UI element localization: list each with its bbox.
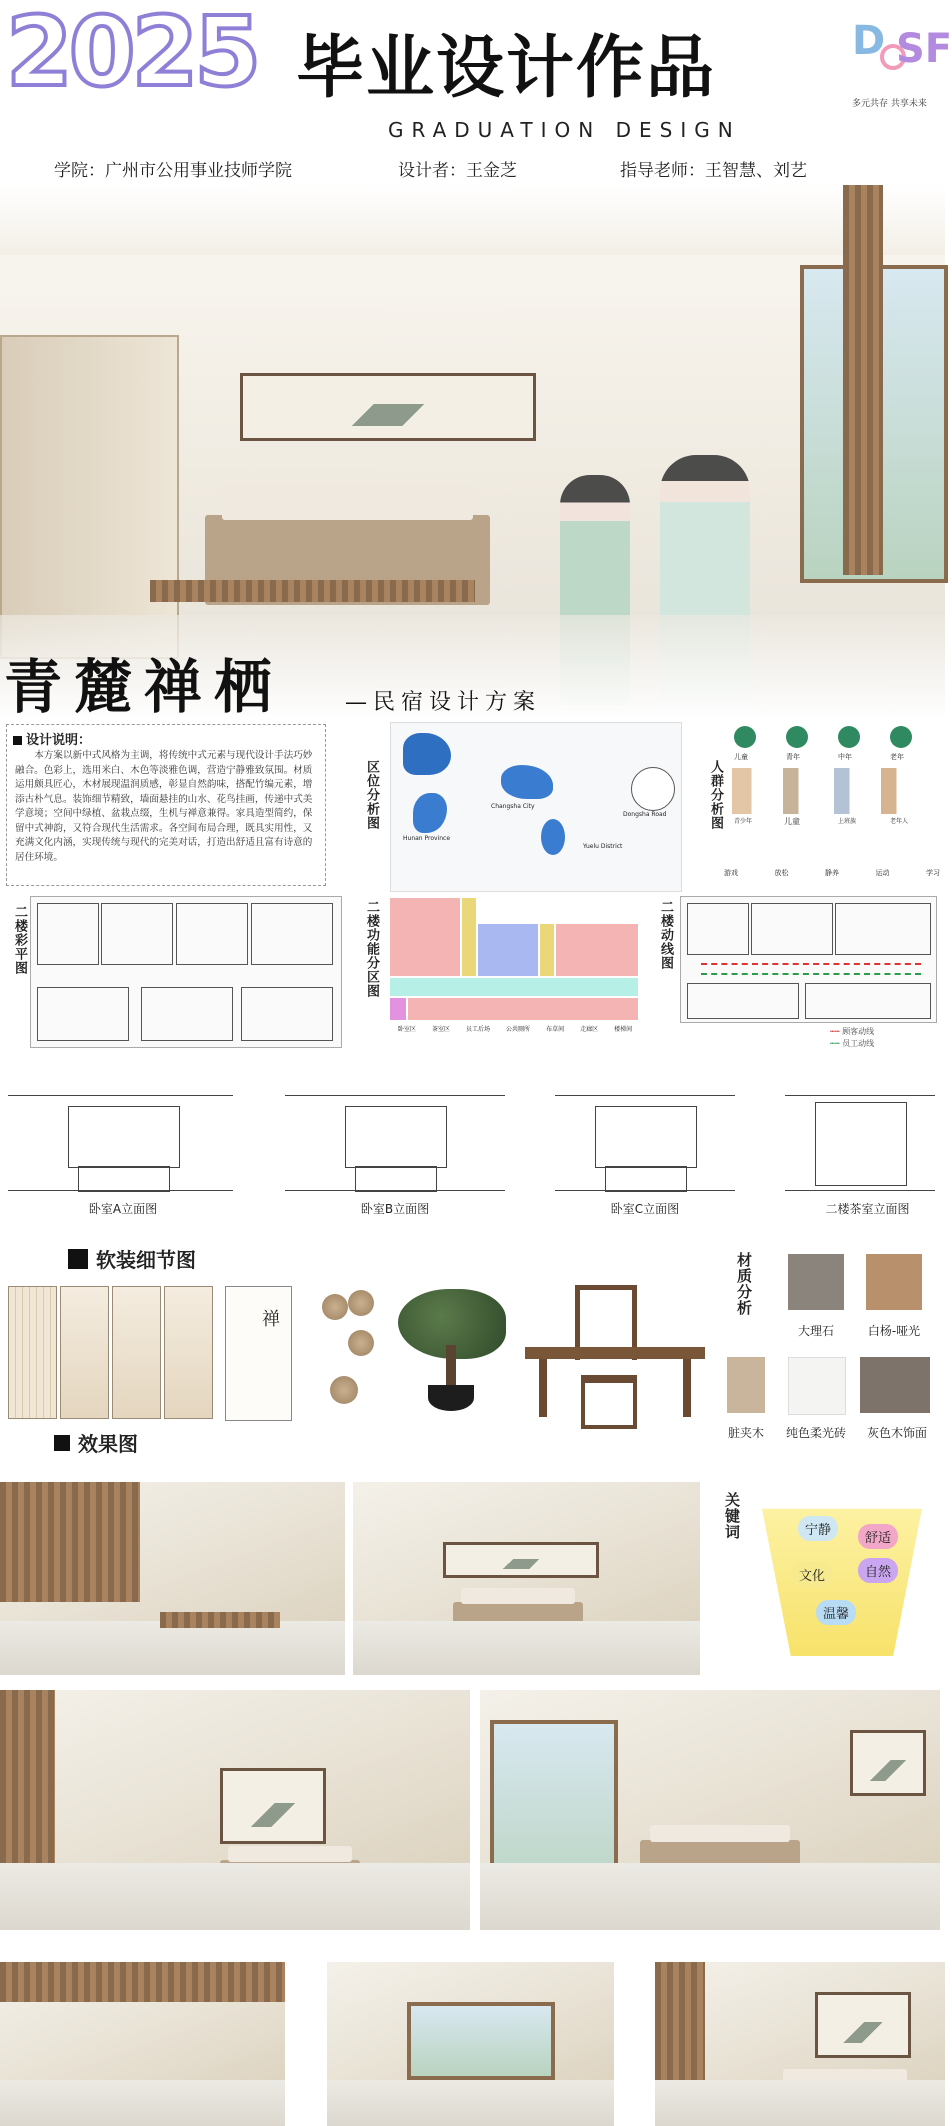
legend-staff: ┅┅ 员工动线 [830,1039,875,1048]
elevation-c-caption: 卧室C立面图 [610,1202,680,1216]
elevation-panel [815,1102,907,1186]
material-swatch-grey-wood [860,1357,930,1413]
designer-label: 设计者：王金芝 [398,161,517,181]
crowd-analysis-label: 人群分析图 [708,760,723,830]
description-heading-text: 设计说明： [26,733,92,748]
material-caption-marble: 大理石 [797,1324,834,1338]
material-swatch-poplar [866,1254,922,1310]
lotus-icon [348,1290,374,1316]
render-tea-room [0,1482,345,1675]
hero-wardrobe [0,335,179,659]
crowd-group-adult-icon [838,726,860,748]
keyword-bubble-5: 温馨 [816,1600,856,1625]
elevation-base [8,1190,233,1191]
hero-column [843,185,883,575]
zen-scroll-char: 禅 [262,1309,280,1330]
material-analysis-label: 材质分析 [735,1252,753,1316]
map-label-city: Changsha City [491,803,535,810]
map-region-3 [501,765,553,799]
elevation-a-caption: 卧室A立面图 [88,1202,158,1216]
floor-plan [30,896,342,1048]
zone-stair [462,898,476,976]
crowd-group-elder-icon [890,726,912,748]
location-map [390,722,682,892]
elevation-a [8,1095,233,1196]
zone-bedroom-2 [556,924,638,976]
staff-route-line [701,973,921,975]
material-caption-wood: 脏夹木 [727,1426,764,1440]
zoning-plan-label: 二楼功能分区图 [364,900,379,998]
crowd-caption-4: 老年人 [890,818,909,825]
crowd-caption-2: 儿童 [784,817,800,826]
crowd-people-figures [732,768,928,814]
crowd-group-label-1: 儿童 [734,753,748,761]
render-tea-table [160,1612,280,1628]
keyword-bubble-2: 舒适 [858,1524,898,1549]
elevation-bed [78,1166,170,1192]
credits-bar [0,150,945,182]
plan-room [805,983,931,1019]
desk-top [525,1347,705,1359]
crowd-analysis [724,722,940,890]
crowd-activities [724,868,940,878]
render-suite [327,1962,614,2126]
keyword-bubble-1: 宁静 [798,1516,838,1541]
material-caption-tile: 纯色柔光砖 [785,1426,846,1440]
logo-letters-sf: SF [896,26,952,72]
render-painting [220,1768,326,1844]
render-floor [0,1621,345,1675]
activity-2: 放松 [774,869,789,877]
render-painting [443,1542,599,1578]
keyword-bubble-4: 自然 [858,1558,898,1583]
elevation-panel [68,1106,180,1168]
description-body: 本方案以新中式风格为主调，将传统中式元素与现代设计手法巧妙融合。色彩上，选用米白、木色等淡雅色调，营造宁静雅致氛围。材质运用颇具匠心，木材展现温润质感，彰显自然韵味，搭配竹编元素，增添古朴气息。装饰细节精致，墙面悬挂的山水、花鸟挂画，传递中式美学意境；空间中绿植、盆栽点缀，生机与禅意兼得。家具造型简约，保留中式神韵，又符合现代生活需求。各空间布局合理，既具实用性，又充满文化内涵，实现传统与现代的完美对话，打造出舒适且富有诗意的居住环境。 [15,750,313,863]
plan-room [687,983,799,1019]
material-caption-poplar: 白杨-哑光 [867,1324,921,1338]
zone-linen [390,998,406,1020]
activity-3: 静养 [825,869,839,877]
render-painting [815,1992,911,2058]
material-swatch-wood [727,1357,765,1413]
legend-item: 员工后场 [466,1026,491,1033]
elevation-bed [355,1166,437,1192]
crowd-group-child-icon [734,726,756,748]
crowd-group-label-3: 中年 [838,753,852,761]
floor-plan-label: 二楼彩平图 [12,905,27,975]
legend-item: 楼梯间 [614,1026,633,1033]
zen-scroll [225,1286,292,1421]
plan-room [141,987,233,1041]
hero-render [0,185,945,721]
dcsf-logo [852,18,952,118]
legend-item: 卧室区 [398,1026,417,1033]
legend-staff-label: 员工动线 [842,1039,875,1048]
crowd-caption-3: 上班族 [838,818,857,825]
map-label-district: Yuelu District [583,843,623,850]
college-label: 学院：广州市公用事业技师学院 [54,161,292,181]
screen-panel [112,1286,161,1419]
render-bedroom-3 [480,1690,940,1930]
keywords-cup [762,1496,922,1656]
hero-bench [150,580,475,602]
crowd-group-label-2: 青年 [786,753,800,761]
circulation-plan [680,896,937,1023]
desk-leg [683,1359,691,1417]
logo-letter-d: D [852,18,886,64]
screen-panel [164,1286,213,1419]
zone-public [478,924,538,976]
location-analysis-label: 区位分析图 [364,760,379,830]
screen-panel [60,1286,109,1419]
render-painting [850,1730,926,1796]
render-lounge [0,1962,285,2126]
legend-customer-label: 顾客动线 [842,1027,875,1036]
render-window [407,2002,555,2080]
legend-item: 公共厕所 [506,1026,531,1033]
legend-item: 茶室区 [432,1026,451,1033]
circulation-plan-label: 二楼动线图 [658,900,673,970]
keywords-cup-body [762,1496,922,1656]
advisor-label: 指导老师：王智慧、刘艺 [620,161,807,181]
render-bedroom-4 [655,1962,945,2126]
render-floor [327,2080,614,2126]
project-tagline: —民宿设计方案 [345,690,542,715]
folding-screen [8,1286,213,1419]
plan-room [251,903,333,965]
map-label-province: Hunan Province [403,835,451,842]
activity-5: 学习 [926,869,940,877]
bullet-square-icon [13,736,22,745]
plan-room [176,903,248,965]
render-floor [0,2080,285,2126]
plan-room [687,903,749,955]
renderings-heading-text: 效果图 [78,1432,138,1456]
customer-route-line [701,963,921,965]
crowd-caption-1: 青少年 [734,818,753,825]
plan-room [37,987,129,1041]
material-caption-grey-wood: 灰色木饰面 [866,1426,927,1440]
elevation-bed [605,1166,687,1192]
legend-item: 布草间 [546,1026,565,1033]
material-swatch-tile [788,1357,846,1415]
elevation-b [285,1095,505,1196]
elevation-panel [595,1106,697,1168]
lotus-icon [322,1294,348,1320]
map-region-1 [403,733,451,775]
elevation-base [785,1190,935,1191]
render-bedroom-1 [353,1482,700,1675]
description-box [6,724,326,886]
year-logo: 2025 [6,0,258,108]
render-wood-screen [0,1482,140,1602]
elevation-c [555,1095,735,1196]
renderings-heading [54,1428,138,1457]
chair-seat [581,1375,637,1429]
lotus-icon [348,1330,374,1356]
render-floor [353,1621,700,1675]
legend-customer: ┅┅ 顾客动线 [830,1027,875,1036]
plan-room [835,903,931,955]
bonsai-pot [428,1385,474,1411]
desk-leg [539,1359,547,1417]
zone-bedroom [390,898,460,976]
activity-4: 运动 [875,869,890,877]
elevation-tea-caption: 二楼茶室立面图 [825,1202,910,1216]
soft-furnishing-heading-text: 软装细节图 [96,1248,196,1272]
plan-room [101,903,173,965]
elevation-base [285,1190,505,1191]
zoning-legend [398,1024,638,1033]
circulation-legend [830,1026,874,1050]
render-floor [655,2080,945,2126]
map-region-2 [413,793,447,833]
map-region-4 [541,819,565,855]
render-bedroom-2 [0,1690,470,1930]
zoning-plan [388,896,640,1046]
header [0,0,952,148]
render-floor [480,1863,940,1930]
zone-corridor [390,978,638,996]
keyword-bubble-3: 文化 [792,1562,832,1587]
heading-square-icon [54,1435,70,1451]
plan-room [37,903,99,965]
legend-item: 走廊区 [580,1026,599,1033]
bonsai-trunk [446,1345,456,1389]
render-wood-screen [0,1962,285,2002]
zone-bottom [408,998,638,1020]
material-swatch-marble [788,1254,844,1310]
crowd-group-label-4: 老年 [890,753,904,761]
elevation-tea [785,1095,935,1196]
map-zoom-circle [631,767,675,811]
elevation-b-caption: 卧室B立面图 [360,1202,430,1216]
soft-furnishing-heading [68,1244,196,1273]
desk-and-chair [525,1285,705,1420]
lotus-ornaments [318,1290,380,1410]
page-subtitle: GRADUATION DESIGN [388,118,741,142]
plan-room [241,987,333,1041]
project-name: 青麓禅栖 [4,653,285,721]
activity-1: 游戏 [724,869,738,877]
crowd-group-youth-icon [786,726,808,748]
description-heading [13,729,91,748]
bonsai-plant [388,1285,516,1415]
page-title: 毕业设计作品 [296,29,717,108]
hero-landscape-painting [240,373,536,441]
logo-tagline: 多元共存 共享未来 [852,99,927,109]
plan-room [751,903,833,955]
heading-square-icon [68,1249,88,1269]
screen-panel [8,1286,57,1419]
keywords-label: 关键词 [723,1492,741,1540]
hero-ceiling [0,185,945,255]
zone-tea [540,924,554,976]
map-label-road: Dongsha Road [623,811,667,818]
elevation-panel [345,1106,447,1168]
elevation-base [555,1190,735,1191]
lotus-icon [330,1376,358,1404]
render-floor [0,1863,470,1930]
